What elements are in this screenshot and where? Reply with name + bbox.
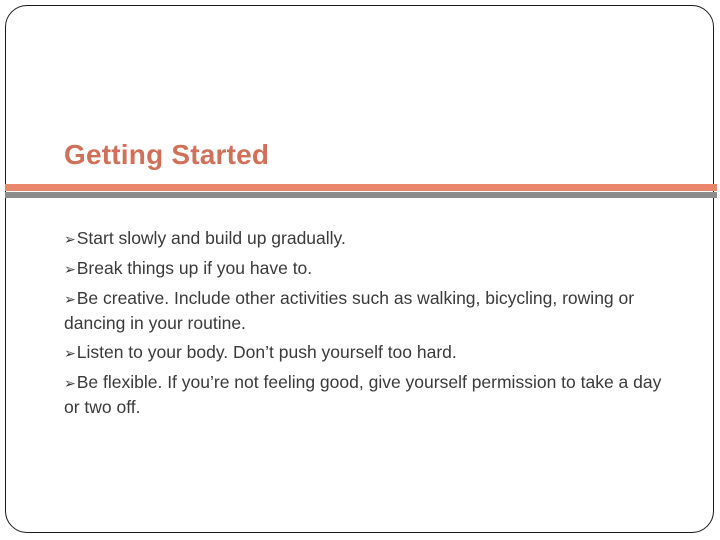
arrow-bullet-icon: ➢ <box>64 231 76 247</box>
bullet-list <box>64 226 674 424</box>
bullet-text: Listen to your body. Don’t push yourself too hard. <box>76 342 457 362</box>
bullet-text: Be flexible. If you’re not feeling good, give yourself permission to take a day or two off. <box>64 372 662 417</box>
arrow-bullet-icon: ➢ <box>64 345 76 361</box>
bullet-item <box>64 340 674 365</box>
accent-divider <box>5 184 717 191</box>
bullet-item <box>64 286 674 335</box>
slide-title: Getting Started <box>64 139 270 170</box>
arrow-bullet-icon: ➢ <box>64 261 76 277</box>
arrow-bullet-icon: ➢ <box>64 291 76 307</box>
arrow-bullet-icon: ➢ <box>64 375 76 391</box>
bullet-text: Start slowly and build up gradually. <box>76 228 346 248</box>
bullet-item <box>64 256 674 281</box>
bullet-item <box>64 226 674 251</box>
bullet-item <box>64 370 674 419</box>
bullet-text: Be creative. Include other activities such as walking, bicycling, rowing or dancing in your routine. <box>64 288 635 333</box>
bullet-text: Break things up if you have to. <box>76 258 313 278</box>
gray-divider <box>5 192 717 198</box>
